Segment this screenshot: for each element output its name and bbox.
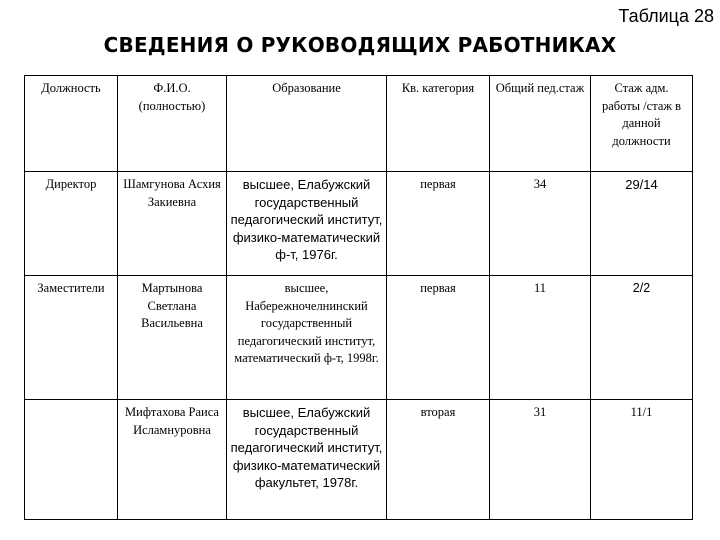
cell-category: первая bbox=[387, 276, 490, 400]
cell-education: высшее, Елабужский государственный педагогический институт, физико-математический ф-т, 1976г. bbox=[227, 172, 387, 276]
table-row bbox=[25, 172, 693, 276]
page-title: СВЕДЕНИЯ О РУКОВОДЯЩИХ РАБОТНИКАХ bbox=[103, 33, 617, 57]
table-row bbox=[25, 276, 693, 400]
column-header-position: Должность bbox=[25, 76, 118, 172]
cell-name: Мартынова Светлана Васильевна bbox=[118, 276, 227, 400]
cell-position bbox=[25, 400, 118, 520]
table-row bbox=[25, 400, 693, 520]
staff-table bbox=[24, 75, 693, 520]
table-number: Таблица 28 bbox=[618, 6, 714, 26]
cell-total-experience: 31 bbox=[490, 400, 591, 520]
cell-admin-experience: 29/14 bbox=[591, 172, 693, 276]
column-header-admin-experience: Стаж адм. работы /стаж в данной должности bbox=[591, 76, 693, 172]
cell-category: первая bbox=[387, 172, 490, 276]
column-header-name: Ф.И.О. (полностью) bbox=[118, 76, 227, 172]
cell-name: Мифтахова Раиса Исламнуровна bbox=[118, 400, 227, 520]
cell-education: высшее, Елабужский государственный педагогический институт, физико-математический факультет, 1978г. bbox=[227, 400, 387, 520]
cell-total-experience: 34 bbox=[490, 172, 591, 276]
cell-position: Заместители bbox=[25, 276, 118, 400]
column-header-education: Образование bbox=[227, 76, 387, 172]
cell-admin-experience: 2/2 bbox=[591, 276, 693, 400]
cell-education: высшее, Набережночелнинский государственный педагогический институт, математический ф-т, 1998г. bbox=[227, 276, 387, 400]
cell-name: Шамгунова Асхия Закиевна bbox=[118, 172, 227, 276]
column-header-total-experience: Общий пед.стаж bbox=[490, 76, 591, 172]
cell-position: Директор bbox=[25, 172, 118, 276]
column-header-category: Кв. категория bbox=[387, 76, 490, 172]
table-header-row bbox=[25, 76, 693, 172]
cell-category: вторая bbox=[387, 400, 490, 520]
cell-total-experience: 11 bbox=[490, 276, 591, 400]
cell-admin-experience: 11/1 bbox=[591, 400, 693, 520]
